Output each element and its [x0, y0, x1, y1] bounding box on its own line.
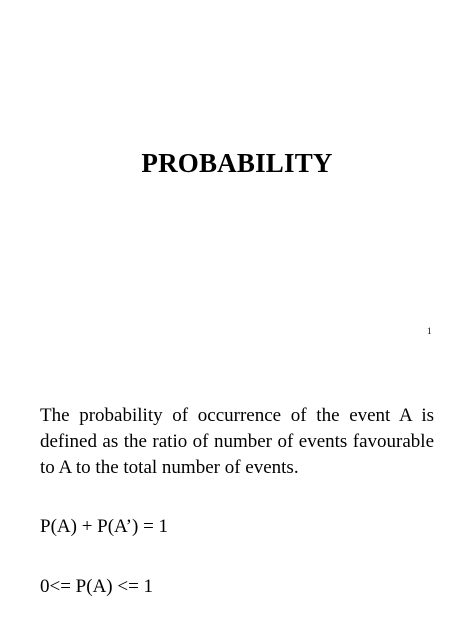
- content-slide: [0, 350, 474, 632]
- range-formula: 0<= P(A) <= 1: [40, 576, 154, 597]
- page-number: 1: [427, 326, 432, 336]
- complement-formula: P(A) + P(A’) = 1: [40, 516, 169, 537]
- slide-title: PROBABILITY: [141, 148, 333, 178]
- probability-definition: The probability of occurrence of the event A is defined as the ratio of number of events favourable to A to the total number of events.: [40, 405, 434, 478]
